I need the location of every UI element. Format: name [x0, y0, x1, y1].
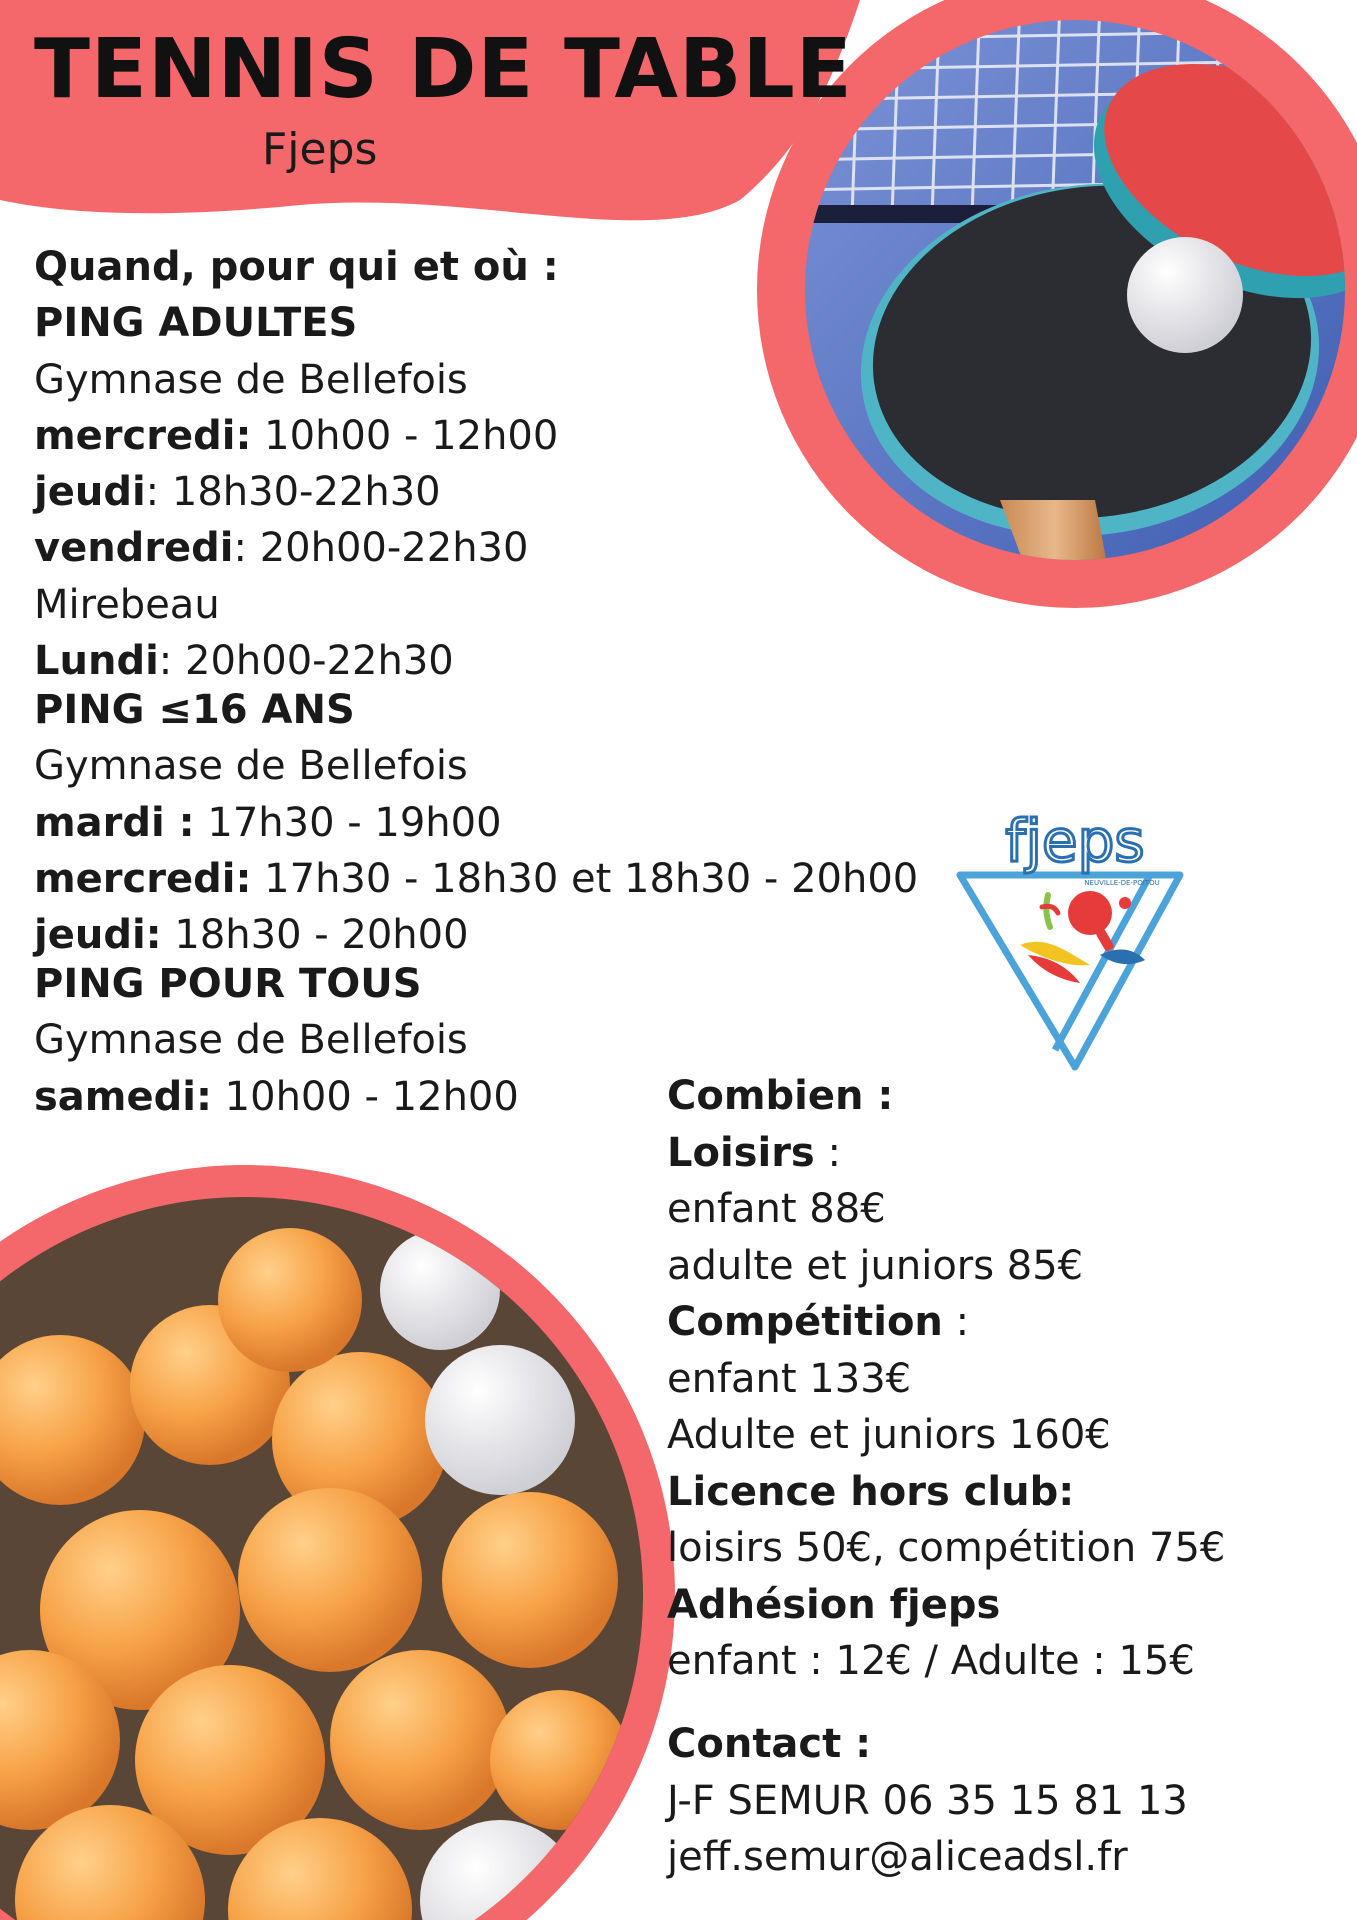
youth-mardi-row — [34, 795, 918, 851]
schedule-heading: Quand, pour qui et où : — [34, 244, 559, 290]
licence-label: Licence hors club: — [667, 1468, 1075, 1515]
adults-jeudi-row — [34, 464, 559, 520]
time-value: : 18h30-22h30 — [145, 469, 441, 516]
day-label: vendredi — [34, 525, 234, 572]
all-title: PING POUR TOUS — [34, 961, 422, 1007]
loisirs-suffix: : — [814, 1129, 841, 1176]
page-title: TENNIS DE TABLE — [34, 22, 853, 117]
youth-venue: Gymnase de Bellefois — [34, 743, 468, 790]
competition-adult-price: Adulte et juniors 160€ — [667, 1412, 1111, 1458]
pricing-section — [667, 1068, 1225, 1690]
competition-row — [667, 1294, 1225, 1351]
youth-section — [34, 682, 918, 963]
adults-venue-mirebeau: Mirebeau — [34, 581, 220, 628]
time-value: 17h30 - 19h00 — [194, 799, 502, 846]
adhesion-label: Adhésion fjeps — [667, 1581, 1001, 1628]
contact-name-phone[interactable]: J-F SEMUR 06 35 15 81 13 — [667, 1777, 1188, 1824]
all-section — [34, 956, 519, 1125]
day-label: mercredi: — [34, 412, 252, 459]
loisirs-label: Loisirs — [667, 1129, 815, 1176]
loisirs-row — [667, 1125, 1225, 1182]
page-subtitle: Fjeps — [262, 124, 378, 175]
day-label: mardi : — [34, 799, 195, 846]
adults-lundi-row — [34, 633, 559, 689]
day-label: Lundi — [34, 638, 159, 685]
contact-section — [667, 1716, 1188, 1886]
schedule-section — [34, 239, 559, 689]
time-value: 10h00 - 12h00 — [211, 1073, 519, 1120]
time-value: : 20h00-22h30 — [158, 638, 454, 685]
competition-child-price: enfant 133€ — [667, 1355, 912, 1402]
adults-vendredi-row — [34, 520, 559, 576]
contact-email[interactable]: jeff.semur@aliceadsl.fr — [667, 1834, 1128, 1880]
logo-tagline: NEUVILLE-DE-POITOU — [1084, 879, 1160, 887]
fjeps-logo — [950, 795, 1190, 1075]
adults-title: PING ADULTES — [34, 300, 358, 347]
logo-wordmark: fjeps — [1005, 807, 1145, 875]
day-label: jeudi: — [34, 912, 162, 959]
time-value: 10h00 - 12h00 — [251, 412, 559, 459]
all-venue: Gymnase de Bellefois — [34, 1017, 468, 1064]
time-value: : 20h00-22h30 — [233, 525, 529, 572]
contact-heading: Contact : — [667, 1721, 872, 1767]
adhesion-prices: enfant : 12€ / Adulte : 15€ — [667, 1638, 1195, 1684]
adults-mercredi-row — [34, 408, 559, 464]
day-label: mercredi: — [34, 855, 252, 902]
youth-title: PING ≤16 ANS — [34, 687, 355, 733]
adults-venue-bellefois: Gymnase de Bellefois — [34, 356, 468, 403]
loisirs-child-price: enfant 88€ — [667, 1186, 886, 1232]
time-value: 17h30 - 18h30 et 18h30 - 20h00 — [251, 855, 919, 902]
day-label: samedi: — [34, 1073, 212, 1120]
loisirs-adult-price: adulte et juniors 85€ — [667, 1242, 1084, 1289]
competition-label: Compétition — [667, 1299, 943, 1345]
licence-prices: loisirs 50€, compétition 75€ — [667, 1525, 1226, 1571]
time-value: 18h30 - 20h00 — [161, 912, 469, 959]
day-label: jeudi — [34, 469, 146, 516]
competition-suffix: : — [942, 1299, 970, 1345]
pricing-heading: Combien : — [667, 1073, 894, 1119]
youth-mercredi-row — [34, 851, 918, 907]
all-samedi-row — [34, 1069, 519, 1125]
